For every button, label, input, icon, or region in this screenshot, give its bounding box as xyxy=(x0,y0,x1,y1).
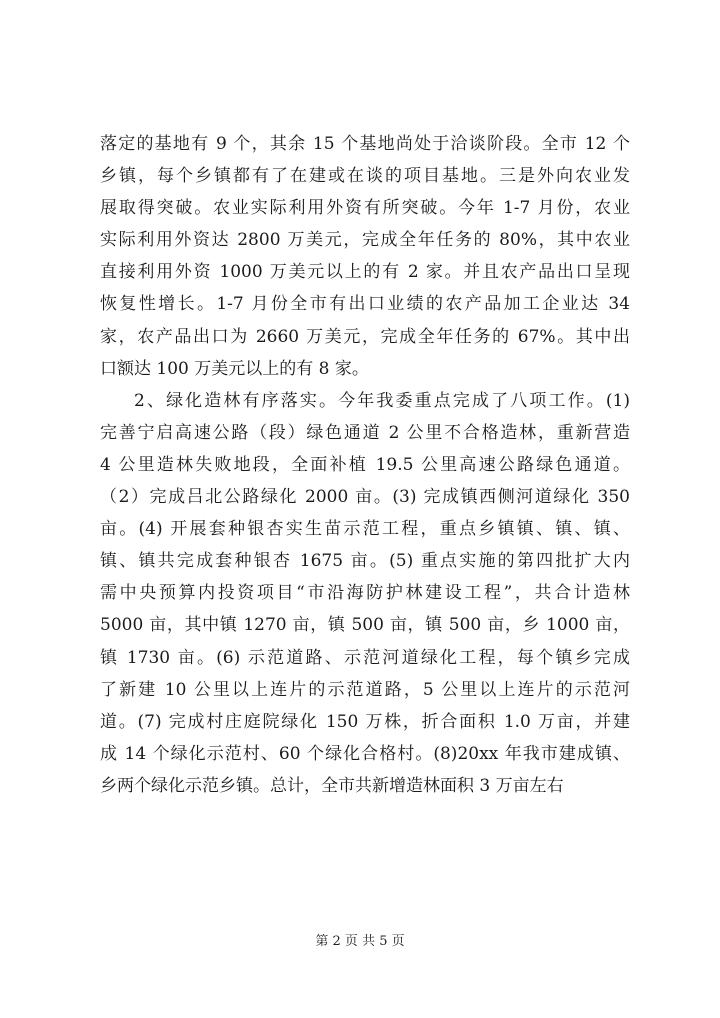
text-line: 实际利用外资达 2800 万美元，完成全年任务的 80%，其中农业 xyxy=(100,230,630,251)
text-line: 乡两个绿化示范乡镇。总计，全市共新增造林面积 3 万亩左右 xyxy=(100,775,564,796)
text-line: 展取得突破。农业实际利用外资有所突破。今年 1-7 月份，农业 xyxy=(100,198,630,219)
text-line: 恢复性增长。1-7 月份全市有出口业绩的农产品加工企业达 34 xyxy=(100,294,630,315)
text-line: 需中央预算内投资项目“市沿海防护林建设工程”，共合计造林 xyxy=(100,583,630,604)
text-line: 5000 亩，其中镇 1270 亩，镇 500 亩，镇 500 亩，乡 1000 亩， xyxy=(100,615,630,636)
text-line: 乡镇，每个乡镇都有了在建或在谈的项目基地。三是外向农业发 xyxy=(100,166,630,187)
text-line: （2）完成吕北公路绿化 2000 亩。(3) 完成镇西侧河道绿化 350 xyxy=(100,487,630,508)
text-line: 口额达 100 万美元以上的有 8 家。 xyxy=(100,358,369,379)
text-line: 4 公里造林失败地段，全面补植 19.5 公里高速公路绿色通道。 xyxy=(100,454,630,475)
text-line: 完善宁启高速公路（段）绿色通道 2 公里不合格造林，重新营造 xyxy=(100,422,630,443)
page-number: 第 2 页 共 5 页 xyxy=(315,934,405,949)
document-body xyxy=(100,128,630,802)
text-line: 落定的基地有 9 个，其余 15 个基地尚处于洽谈阶段。全市 12 个 xyxy=(100,134,630,154)
text-line: 了新建 10 公里以上连片的示范道路，5 公里以上连片的示范河 xyxy=(100,679,630,700)
text-line: 镇、镇共完成套种银杏 1675 亩。(5) 重点实施的第四批扩大内 xyxy=(100,551,630,572)
text-line: 镇 1730 亩。(6) 示范道路、示范河道绿化工程，每个镇乡完成 xyxy=(100,647,630,668)
page-footer xyxy=(0,932,720,952)
text-line: 亩。(4) 开展套种银杏实生苗示范工程，重点乡镇镇、镇、镇、 xyxy=(100,519,630,540)
text-line: 家，农产品出口为 2660 万美元，完成全年任务的 67%。其中出 xyxy=(100,326,630,347)
text-line: 道。(7) 完成村庄庭院绿化 150 万株，折合面积 1.0 万亩，并建 xyxy=(100,711,630,732)
text-line: 直接利用外资 1000 万美元以上的有 2 家。并且农产品出口呈现 xyxy=(100,262,630,283)
text-line: 成 14 个绿化示范村、60 个绿化合格村。(8)20xx 年我市建成镇、 xyxy=(100,743,630,764)
text-line: 2、绿化造林有序落实。今年我委重点完成了八项工作。(1) xyxy=(134,390,630,411)
